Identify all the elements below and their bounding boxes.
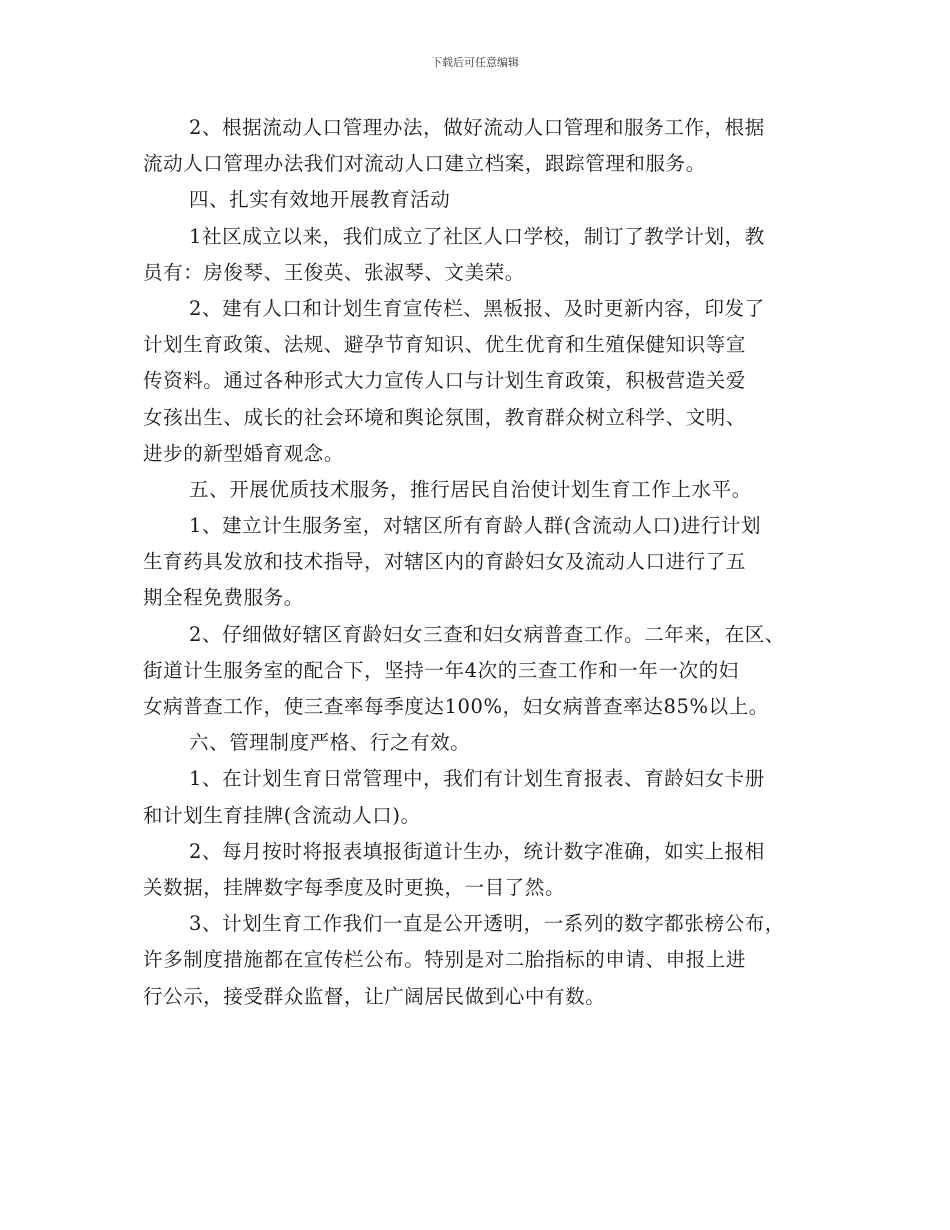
text-line: 2、仔细做好辖区育龄妇女三查和妇女病普查工作。二年来，在区、 xyxy=(189,622,785,646)
text-line: 六、管理制度严格、行之有效。 xyxy=(189,731,471,755)
text-line: 四、扎实有效地开展教育活动 xyxy=(189,188,451,212)
text-line: 关数据，挂牌数字每季度及时更换，一目了然。 xyxy=(143,875,566,899)
text-line: 1、建立计生服务室，对辖区所有育龄人群(含流动人口)进行计划 xyxy=(189,514,762,538)
page-header-note: 下载后可任意编辑 xyxy=(431,56,519,69)
text-line: 期全程免费服务。 xyxy=(143,586,304,610)
text-line: 2、每月按时将报表填报街道计生办，统计数字准确，如实上报相 xyxy=(189,839,765,863)
text-line: 和计划生育挂牌(含流动人口)。 xyxy=(143,803,421,827)
text-line: 1、在计划生育日常管理中，我们有计划生育报表、育龄妇女卡册 xyxy=(189,767,765,791)
text-line: 3、计划生育工作我们一直是公开透明，一系列的数字都张榜公布， xyxy=(189,912,785,936)
text-line: 进步的新型婚育观念。 xyxy=(143,441,345,465)
text-line: 传资料。通过各种形式大力宣传人口与计划生育政策，积极营造关爱 xyxy=(143,369,747,393)
text-line: 员有：房俊琴、王俊英、张淑琴、文美荣。 xyxy=(143,260,525,284)
text-line: 女孩出生、成长的社会环境和舆论氛围，教育群众树立科学、文明、 xyxy=(143,405,747,429)
text-line: 街道计生服务室的配合下，坚持一年4次的三查工作和一年一次的妇 xyxy=(143,658,739,682)
text-line: 1社区成立以来，我们成立了社区人口学校，制订了教学计划，教 xyxy=(189,224,765,248)
text-line: 流动人口管理办法我们对流动人口建立档案，跟踪管理和服务。 xyxy=(143,152,706,176)
text-line: 许多制度措施都在宣传栏公布。特别是对二胎指标的申请、申报上进 xyxy=(143,948,747,972)
text-line: 女病普查工作，使三查率每季度达100%，妇女病普查率达85%以上。 xyxy=(143,695,769,718)
text-line: 生育药具发放和技术指导，对辖区内的育龄妇女及流动人口进行了五 xyxy=(143,550,747,574)
document-body xyxy=(143,110,823,1015)
text-line: 2、建有人口和计划生育宣传栏、黑板报、及时更新内容，印发了 xyxy=(189,296,765,320)
text-line: 计划生育政策、法规、避孕节育知识、优生优育和生殖保健知识等宣 xyxy=(143,333,747,357)
text-line: 2、根据流动人口管理办法，做好流动人口管理和服务工作，根据 xyxy=(189,116,765,139)
text-line: 五、开展优质技术服务，推行居民自治使计划生育工作上水平。 xyxy=(189,477,752,501)
text-line: 行公示，接受群众监督，让广阔居民做到心中有数。 xyxy=(143,984,606,1008)
